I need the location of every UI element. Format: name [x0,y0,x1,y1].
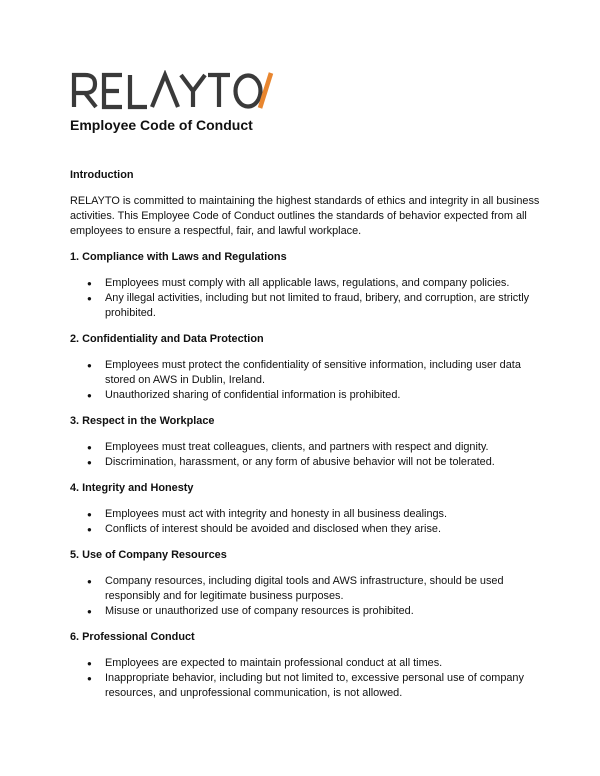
intro-paragraph: RELAYTO is committed to maintaining the highest standards of ethics and integrity in all business activities. This Employee Code of Conduct outlines the standards of behavior expected from all employees to ensure a respectful, fair, and lawful workplace. [70,195,540,237]
list-item: ● Discrimination, harassment, or any form of abusive behavior will not be tolerated. [70,455,540,470]
relayto-logo [70,70,275,110]
bullet-list [70,440,540,470]
document-title: Employee Code of Conduct [70,117,253,133]
list-item: ● Employees must treat colleagues, clients, and partners with respect and dignity. [70,440,540,455]
logo-letter-l [130,75,147,107]
bullet-list [70,358,540,403]
list-item: ● Employees must comply with all applicable laws, regulations, and company policies. [70,276,540,291]
logo-letter-e [104,75,122,107]
list-item: ● Unauthorized sharing of confidential information is prohibited. [70,388,540,403]
section-heading: 2. Confidentiality and Data Protection [70,333,264,345]
logo-letter-a [152,75,178,107]
list-item: ● Employees must act with integrity and honesty in all business dealings. [70,507,540,522]
section-heading: 5. Use of Company Resources [70,549,227,561]
logo-letter-t [208,75,230,107]
intro-heading: Introduction [70,169,134,181]
bullet-list [70,574,540,619]
list-item: ● Inappropriate behavior, including but not limited to, excessive personal use of company resources, and unprofessional communication, is not allowed. [70,671,540,701]
logo-letter-y [181,75,205,107]
section-heading: 6. Professional Conduct [70,631,195,643]
list-item: ● Company resources, including digital tools and AWS infrastructure, should be used responsibly and for legitimate business purposes. [70,574,540,604]
list-item: ● Employees are expected to maintain professional conduct at all times. [70,656,540,671]
section-heading: 1. Compliance with Laws and Regulations [70,251,287,263]
section-heading: 3. Respect in the Workplace [70,415,215,427]
list-item: ● Employees must protect the confidentiality of sensitive information, including user data stored on AWS in Dublin, Ireland. [70,358,540,388]
document-body [70,168,540,701]
logo-letter-o [236,76,261,107]
bullet-list [70,276,540,321]
list-item: ● Misuse or unauthorized use of company resources is prohibited. [70,604,540,619]
logo-letter-r [74,75,96,107]
list-item: ● Any illegal activities, including but not limited to fraud, bribery, and corruption, are strictly prohibited. [70,291,540,321]
list-item: ● Conflicts of interest should be avoided and disclosed when they arise. [70,522,540,537]
bullet-list [70,507,540,537]
bullet-list [70,656,540,701]
section-heading: 4. Integrity and Honesty [70,482,194,494]
